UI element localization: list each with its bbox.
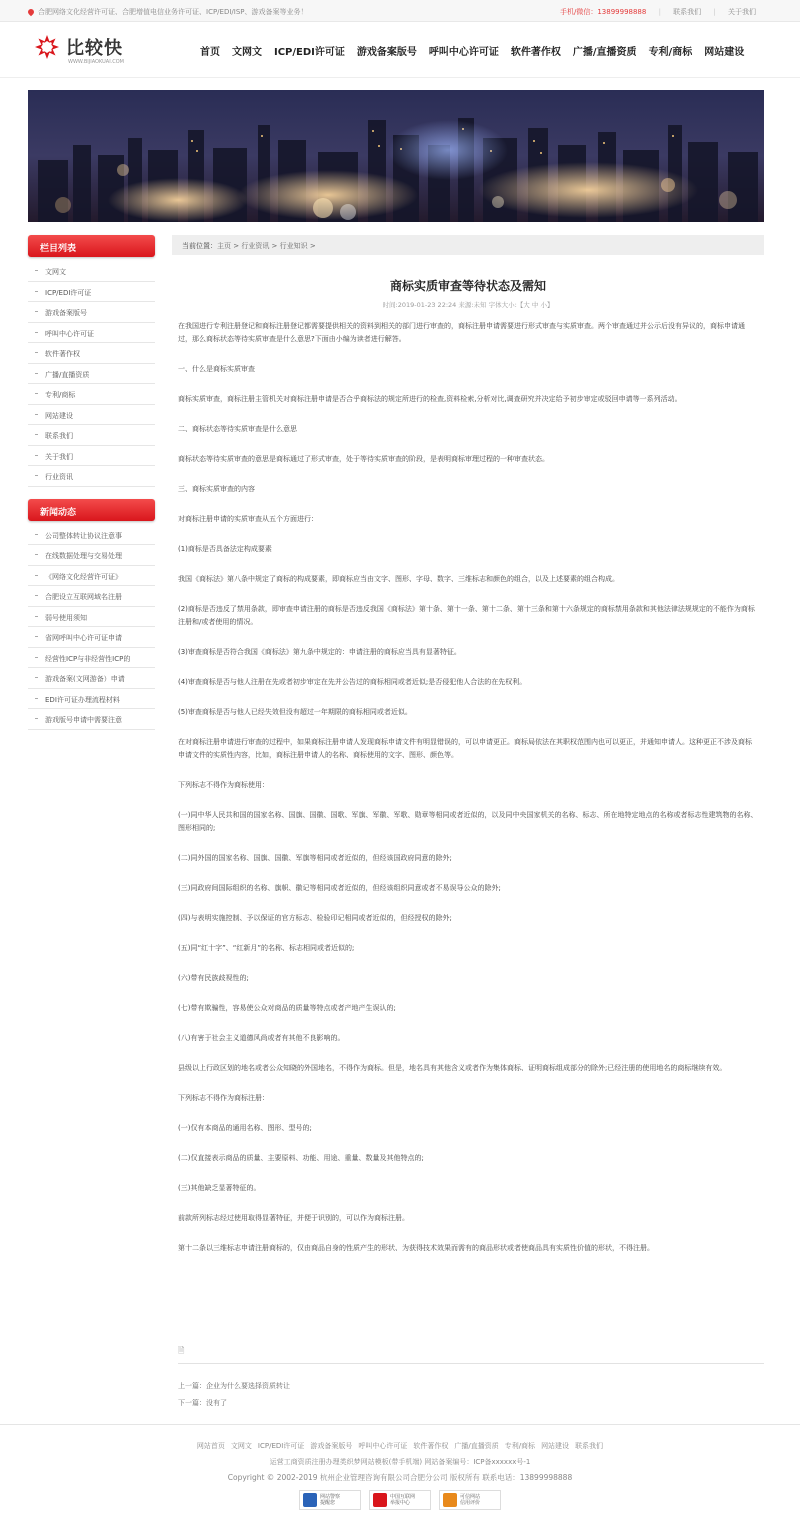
sidebar-item[interactable]: 文网文 (28, 261, 155, 282)
article-paragraph: 下列标志不得作为商标注册： (178, 1094, 269, 1102)
article-paragraph: (四)与表明实施控制、予以保证的官方标志、检验印记相同或者近似的，但经授权的除外; (178, 914, 452, 922)
location-pin-icon (27, 8, 35, 16)
news-item[interactable]: 在线数据处理与交易处理 (28, 545, 155, 566)
contact-link[interactable]: 联系我们 (673, 8, 702, 16)
article-paragraph: 商标状态等待实质审查的意思是商标通过了形式审查，处于等待实质审查的阶段，是表明商标审理过程的一种审查状态。 (178, 455, 549, 463)
footer-link[interactable]: 联系我们 (575, 1442, 604, 1450)
footer-badge[interactable] (369, 1490, 431, 1510)
sidebar-title: 栏目列表 (28, 235, 155, 257)
article-paragraph: (1)商标是否具备法定构成要素 (178, 545, 272, 553)
nav-item[interactable]: 首页 (200, 47, 220, 58)
badge-text (390, 1494, 415, 1506)
article-paragraph: 对商标注册申请的实质审查从五个方面进行： (178, 515, 318, 523)
article-paragraph: (5)审查商标是否与他人已经失效但没有超过一年期限的商标相同或者近似。 (178, 708, 412, 716)
article-title: 商标实质审查等待状态及需知 (389, 279, 546, 293)
article-paragraph: (三)其他缺乏显著特征的。 (178, 1184, 261, 1192)
breadcrumb-label: 当前位置： (182, 242, 217, 250)
header (0, 22, 800, 78)
document-icon: 🗎 (178, 1346, 185, 1355)
article-paragraph: (五)同“红十字”、“红新月”的名称、标志相同或者近似的; (178, 944, 355, 952)
article-paragraph: 二、商标状态等待实质审查是什么意思 (178, 425, 297, 433)
footer-link[interactable]: 文网文 (230, 1442, 252, 1450)
article-paragraph: 商标实质审查，商标注册主管机关对商标注册申请是否合乎商标法的规定所进行的检查,资料检索,分析对比,调查研究并决定给予初步审定或驳回申请等一系列活动。 (178, 395, 682, 403)
nav-item[interactable]: 广播/直播资质 (572, 47, 637, 58)
article-paragraph: 三、商标实质审查的内容 (178, 485, 255, 493)
article-body (172, 320, 764, 1255)
article-paragraph: (4)审查商标是否与他人注册在先或者初步审定在先并公告过的商标相同或者近似;是否侵犯他人合法的在先权利。 (178, 678, 527, 686)
sidebar-item[interactable]: 关于我们 (28, 446, 155, 467)
article-paragraph: 在我国进行专利注册登记和商标注册登记都需要提供相关的资料到相关的部门进行审查的，商标注册申请需要进行形式审查与实质审查。两个审查通过并公示后没有异议的，商标申请通过，那么商标状态等待实质审查是什么意思?下面由小编为读者进行解答。 (178, 322, 745, 343)
news-item[interactable]: 游戏备案(文网游备）申请 (28, 668, 155, 689)
sidebar-item[interactable]: 广播/直播资质 (28, 364, 155, 385)
nav-item[interactable]: 呼叫中心许可证 (428, 47, 499, 58)
nav-item[interactable]: 软件著作权 (510, 47, 561, 58)
top-notice (28, 7, 308, 17)
prev-article-link[interactable]: 上一篇：企业为什么要选择资质转让 (178, 1382, 290, 1390)
news-item[interactable]: 省网呼叫中心许可证申请 (28, 627, 155, 648)
banner-image (28, 90, 764, 222)
nav-item[interactable]: 专利/商标 (648, 47, 693, 58)
badge-icon (443, 1493, 457, 1507)
badge-text (460, 1494, 480, 1506)
sidebar-item[interactable]: 呼叫中心许可证 (28, 323, 155, 344)
news-item[interactable]: 合肥设立互联网域名注册 (28, 586, 155, 607)
article-paragraph: (七)带有欺骗性，容易使公众对商品的质量等特点或者产地产生误认的; (178, 1004, 396, 1012)
top-bar (0, 0, 800, 22)
badge-line2: 举报中心 (390, 1500, 411, 1506)
main-nav (200, 43, 756, 58)
sidebar-item[interactable]: 游戏备案版号 (28, 302, 155, 323)
footer (0, 1424, 800, 1529)
badge-line1: 中国互联网 (390, 1494, 416, 1500)
news-item[interactable]: 游戏版号申请中需要注意 (28, 709, 155, 730)
logo[interactable] (34, 32, 144, 68)
article-paragraph: (三)同政府间国际组织的名称、旗帜、徽记等相同或者近似的，但经该组织同意或者不易误导公众的除外; (178, 884, 501, 892)
footer-link[interactable]: 广播/直播资质 (454, 1442, 499, 1450)
article-paragraph: 下列标志不得作为商标使用： (178, 781, 269, 789)
breadcrumb (172, 235, 764, 255)
sidebar-list (28, 261, 155, 487)
news-item[interactable]: 弱号使用须知 (28, 607, 155, 628)
article-paragraph: (六)带有民族歧视性的; (178, 974, 249, 982)
sidebar-item[interactable]: ICP/EDI许可证 (28, 282, 155, 303)
article-paragraph: (八)有害于社会主义道德风尚或者有其他不良影响的。 (178, 1034, 345, 1042)
article-paragraph: 县级以上行政区划的地名或者公众知晓的外国地名，不得作为商标。但是，地名具有其他含义或者作为集体商标、证明商标组成部分的除外;已经注册的使用地名的商标继续有效。 (178, 1064, 727, 1072)
phone-text: 手机/微信：13899998888 (559, 8, 647, 16)
news-item[interactable]: EDI许可证办理流程材料 (28, 689, 155, 710)
article-paragraph: (2)商标是否违反了禁用条款，即审查申请注册的商标是否违反我国《商标法》第十条、第十一条、第十二条、第十三条和第十六条规定的商标禁用条款和其他法律法规规定的不能作为商标注册和/或者使用的情况。 (178, 605, 755, 626)
badge-text (320, 1494, 340, 1506)
top-notice-text: 合肥网络文化经营许可证、合肥增值电信业务许可证、ICP/EDI/ISP、游戏备案等业务！ (38, 8, 308, 16)
news-item[interactable]: 《网络文化经营许可证》 (28, 566, 155, 587)
badge-icon (373, 1493, 387, 1507)
about-link[interactable]: 关于我们 (728, 8, 756, 16)
separator: | (658, 8, 661, 16)
footer-record: 运营工商资质注册办理类织梦网站模板(带手机端) 网站备案编号：ICP备xxxxxx号-1 (269, 1458, 531, 1466)
sidebar-item[interactable]: 联系我们 (28, 425, 155, 446)
news-item[interactable]: 公司整体转让协议注意事 (28, 525, 155, 546)
article-area (172, 235, 764, 1272)
footer-link[interactable]: 呼叫中心许可证 (358, 1442, 408, 1450)
logo-icon (34, 34, 60, 60)
badge-line2: 提醒您 (320, 1500, 336, 1506)
article-paragraph: 前款所列标志经过使用取得显著特征，并便于识别的，可以作为商标注册。 (178, 1214, 409, 1222)
city-night-skyline (28, 90, 764, 222)
sidebar-item[interactable]: 行业资讯 (28, 466, 155, 487)
footer-link[interactable]: 网站首页 (196, 1442, 225, 1450)
footer-copyright: Copyright © 2002-2019 杭州企业管理咨询有限公司合肥分公司 版权所有 联系电话：13899998888 (227, 1473, 573, 1482)
article-paragraph: (3)审查商标是否符合我国《商标法》第九条中规定的：申请注册的商标应当具有显著特征。 (178, 648, 461, 656)
nav-item[interactable]: 文网文 (232, 47, 262, 58)
footer-badge[interactable] (439, 1490, 501, 1510)
article-paragraph: (二)仅直接表示商品的质量、主要原料、功能、用途、重量、数量及其他特点的; (178, 1154, 424, 1162)
article-paragraph: 我国《商标法》第八条中规定了商标的构成要素，即商标应当由文字、图形、字母、数字、三维标志和颜色的组合，以及上述要素的组合构成。 (178, 575, 619, 583)
article-paragraph: 一、什么是商标实质审查 (178, 365, 255, 373)
logo-url: WWW.BIJIAOKUAI.COM (68, 59, 124, 65)
footer-link[interactable]: ICP/EDI许可证 (257, 1442, 305, 1450)
footer-links (0, 1441, 800, 1451)
article-paragraph: 第十二条以三维标志申请注册商标的，仅由商品自身的性质产生的形状、为获得技术效果而需有的商品形状或者使商品具有实质性价值的形状，不得注册。 (178, 1244, 654, 1252)
prev-next (178, 1378, 764, 1412)
footer-link[interactable]: 游戏备案版号 (310, 1442, 353, 1450)
news-title: 新闻动态 (28, 499, 155, 521)
nav-item[interactable]: ICP/EDI许可证 (274, 47, 345, 58)
article-paragraph: 在对商标注册申请进行审查的过程中，如果商标注册申请人发现商标申请文件有明显错误的，可以申请更正。商标局依法在其职权范围内也可以更正，并通知申请人。这种更正不涉及商标申请文件的实质性内容，比如，商标注册申请人的名称、商标使用的文字、图形、颜色等。 (178, 738, 752, 759)
footer-link[interactable]: 专利/商标 (504, 1442, 536, 1450)
nav-item[interactable]: 游戏备案版号 (356, 47, 417, 58)
top-links (550, 7, 756, 17)
separator: | (713, 8, 716, 16)
footer-badge[interactable] (299, 1490, 361, 1510)
logo-text: 比较快 (66, 38, 123, 59)
nav-item[interactable]: 网站建设 (704, 47, 745, 58)
sidebar-item[interactable]: 专利/商标 (28, 384, 155, 405)
sidebar-item[interactable]: 软件著作权 (28, 343, 155, 364)
sidebar-item[interactable]: 网站建设 (28, 405, 155, 426)
badge-icon (303, 1493, 317, 1507)
article-paragraph: (一)仅有本商品的通用名称、图形、型号的; (178, 1124, 312, 1132)
article-footer (178, 1345, 764, 1412)
article-meta: 时间:2019-01-23 22:24 来源:未知 字体大小:【大 中 小】 (382, 301, 554, 309)
badge-line1: 可信网站 (460, 1494, 481, 1500)
divider (178, 1363, 764, 1364)
badge-line1: 网站警察 (320, 1494, 341, 1500)
footer-badges (0, 1490, 800, 1510)
badge-line2: 信用评价 (460, 1500, 481, 1506)
news-list (28, 525, 155, 730)
news-item[interactable]: 经营性ICP与非经营性ICP的 (28, 648, 155, 669)
footer-link[interactable]: 网站建设 (541, 1442, 570, 1450)
next-article-link[interactable]: 下一篇：没有了 (178, 1399, 227, 1407)
footer-link[interactable]: 软件著作权 (413, 1442, 449, 1450)
article-paragraph: (一)同中华人民共和国的国家名称、国旗、国徽、国歌、军旗、军徽、军歌、勋章等相同或者近似的，以及同中央国家机关的名称、标志、所在地特定地点的名称或者标志性建筑物的名称、图形相同的; (178, 811, 758, 832)
article-paragraph: (二)同外国的国家名称、国旗、国徽、军旗等相同或者近似的，但经该国政府同意的除外; (178, 854, 452, 862)
breadcrumb-path[interactable]: 主页 > 行业资讯 > 行业知识 > (217, 242, 316, 250)
sidebar (28, 235, 155, 730)
